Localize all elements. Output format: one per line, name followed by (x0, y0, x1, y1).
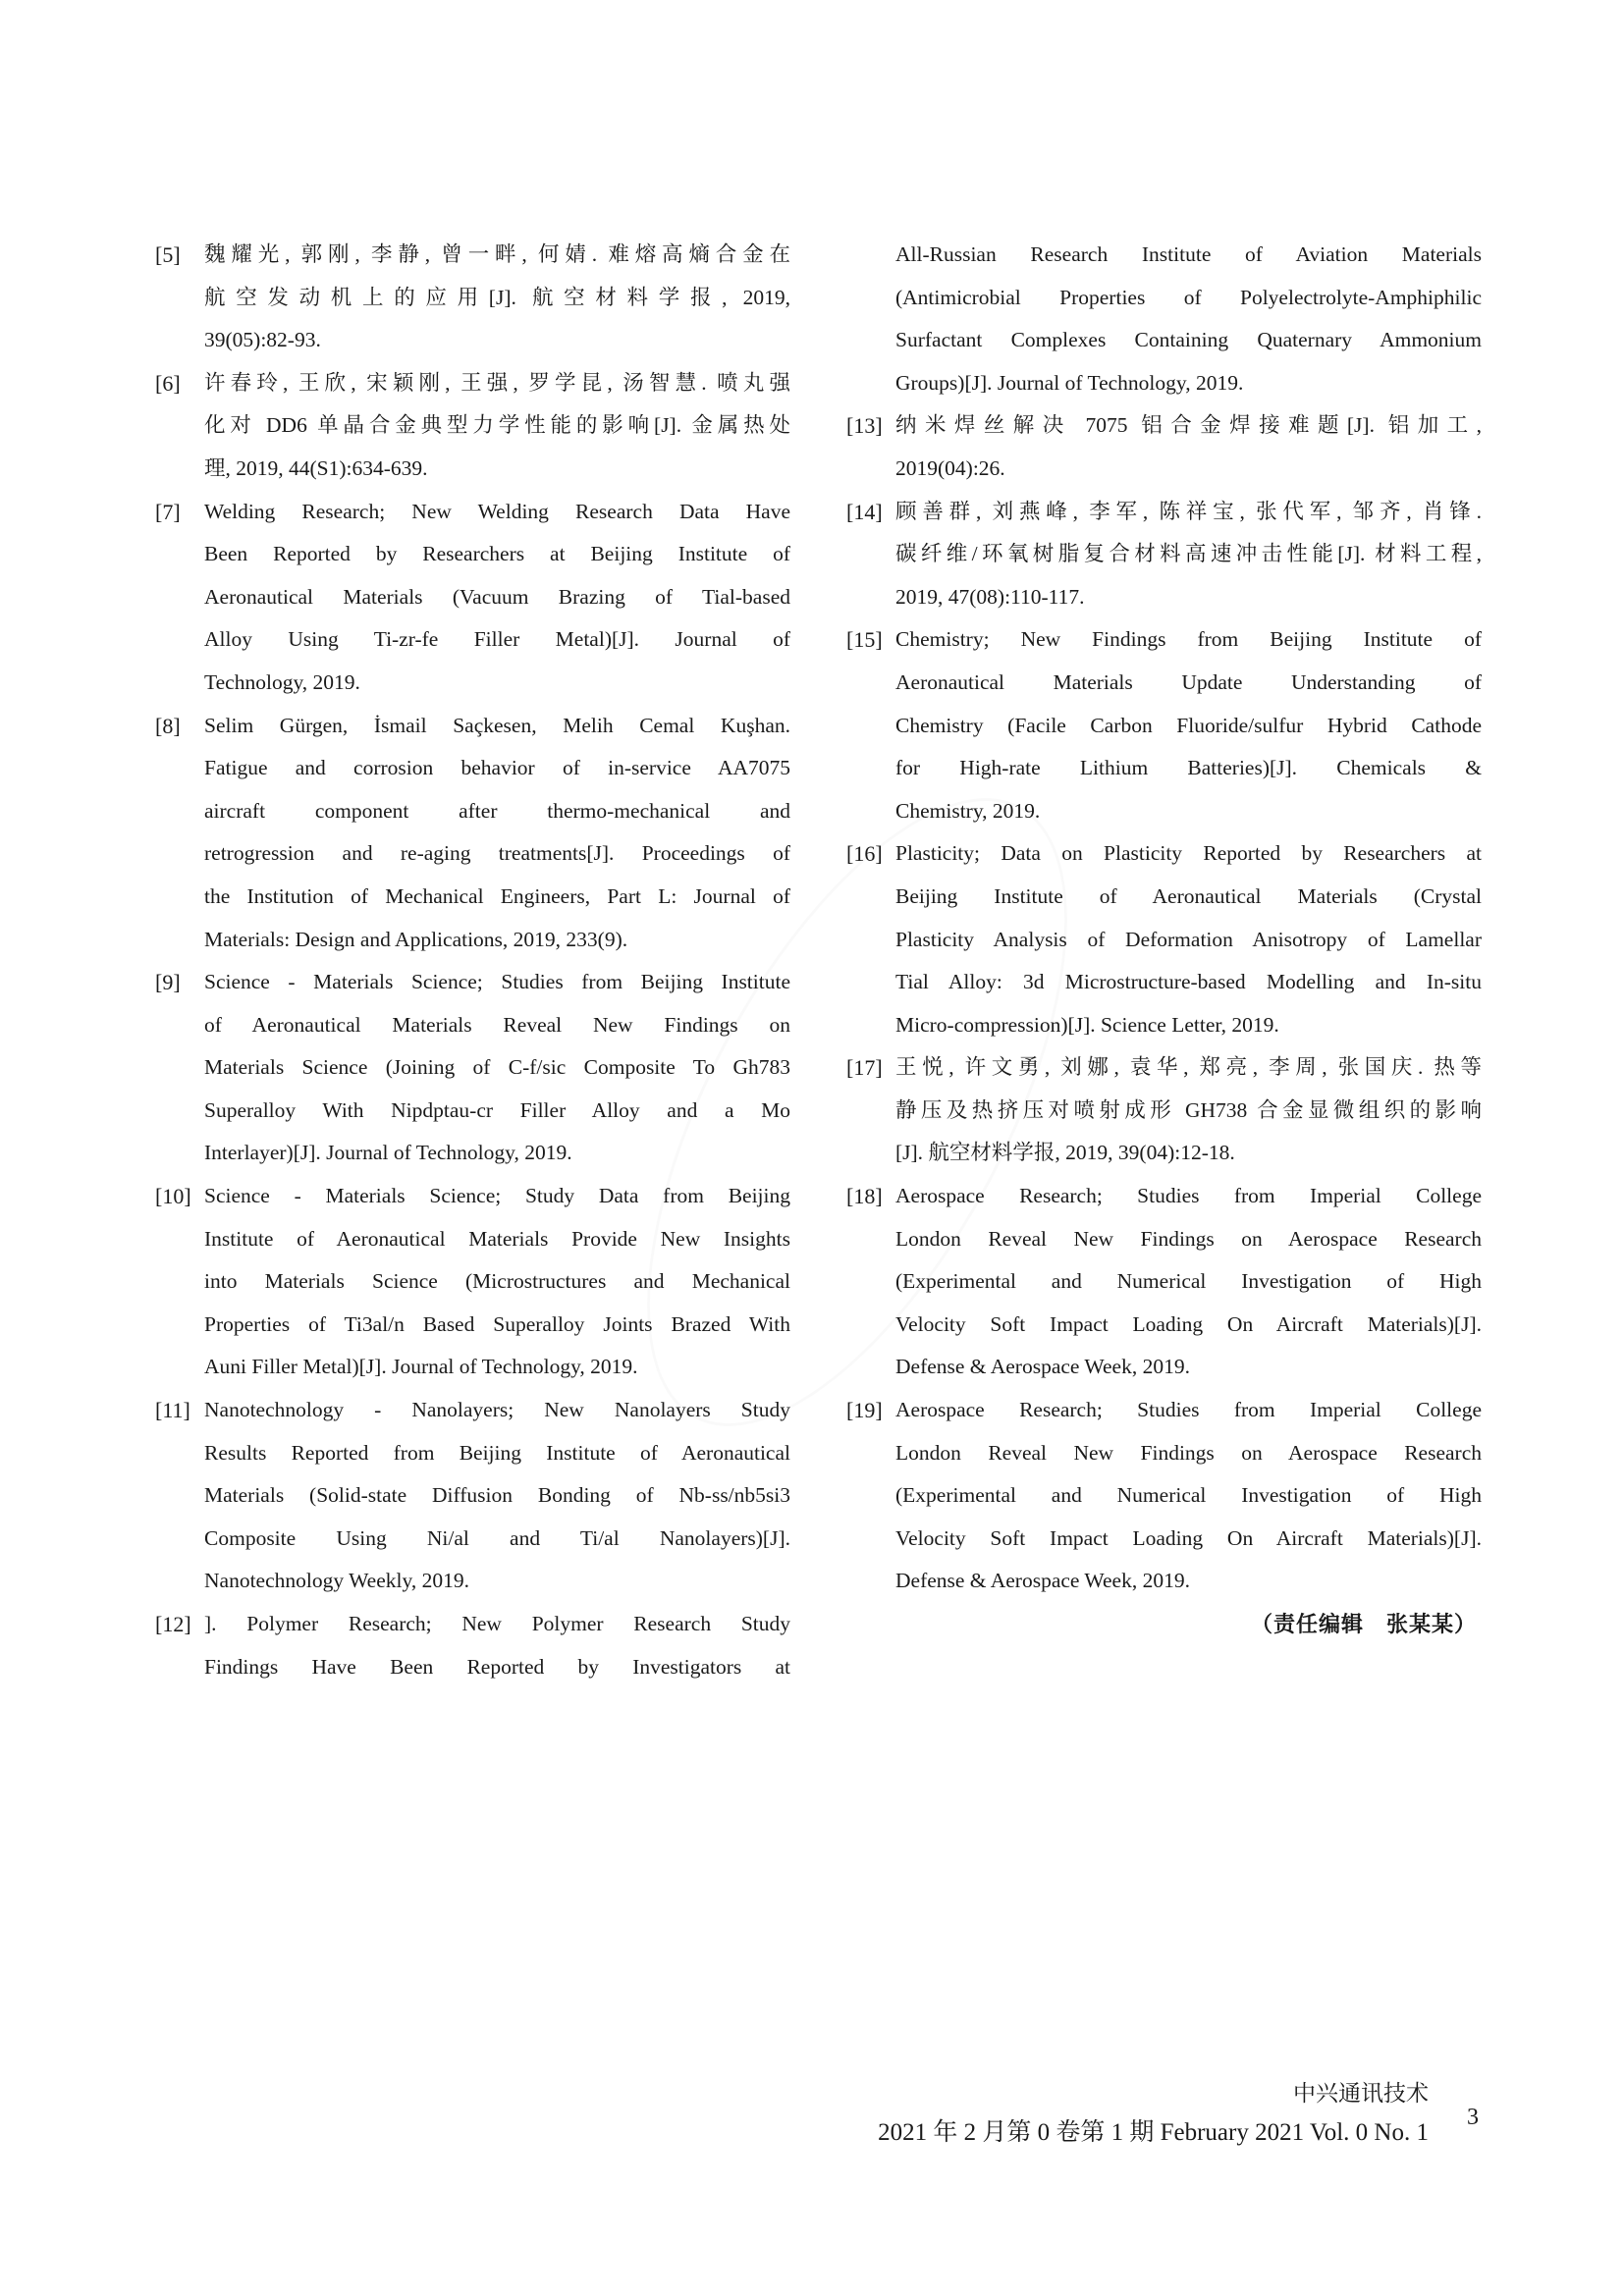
reference-entry (155, 705, 790, 962)
reference-line: Institute of Aeronautical Materials Provide New Insights (204, 1226, 790, 1251)
reference-line: Defense & Aerospace Week, 2019. (895, 1569, 1190, 1593)
reference-line: Materials Science (Joining of C-f/sic Composite To Gh783 (204, 1055, 790, 1080)
reference-line: Nanotechnology Weekly, 2019. (204, 1569, 469, 1593)
reference-entry (155, 362, 790, 491)
reference-line: Plasticity; Data on Plasticity Reported by Researchers at (895, 841, 1482, 866)
reference-line: Fatigue and corrosion behavior of in-service AA7075 (204, 756, 790, 780)
references-right-column (846, 234, 1482, 1603)
reference-number: [17] (846, 1055, 883, 1081)
reference-entry (155, 491, 790, 705)
reference-line: Chemistry (Facile Carbon Fluoride/sulfur Hybrid Cathode (895, 713, 1482, 737)
reference-number: [13] (846, 413, 883, 439)
reference-line: Materials: Design and Applications, 2019, 233(9). (204, 927, 628, 951)
reference-entry (846, 1389, 1482, 1603)
reference-entry (846, 1046, 1482, 1175)
reference-number: [7] (155, 499, 181, 524)
reference-line: Selim Gürgen, İsmail Saçkesen, Melih Cemal Kuşhan. (204, 713, 790, 737)
reference-line: Interlayer)[J]. Journal of Technology, 2019. (204, 1141, 572, 1165)
reference-line: Superalloy With Nipdptau-cr Filler Alloy and a Mo (204, 1097, 790, 1122)
reference-number: [15] (846, 627, 883, 653)
reference-entry (155, 1389, 790, 1603)
reference-line: Plasticity Analysis of Deformation Anisotropy of Lamellar (895, 927, 1482, 951)
page-number: 3 (1467, 2105, 1479, 2130)
reference-entry (155, 234, 790, 362)
reference-number: [5] (155, 242, 181, 267)
reference-line: Beijing Institute of Aeronautical Materials (Crystal (895, 883, 1482, 908)
reference-line: retrogression and re-aging treatments[J]. Proceedings of (204, 841, 790, 866)
reference-line: All-Russian Research Institute of Aviation Materials (895, 242, 1482, 266)
reference-line: Findings Have Been Reported by Investigators at (204, 1654, 790, 1679)
reference-number: [8] (155, 713, 181, 738)
reference-line: Been Reported by Researchers at Beijing Institute of (204, 542, 790, 566)
reference-line: 纳米焊丝解决 7075 铝合金焊接难题[J]. 铝加工, (895, 413, 1482, 438)
reference-entry (846, 1175, 1482, 1389)
reference-number: [9] (155, 970, 181, 995)
reference-line: Aeronautical Materials (Vacuum Brazing of Tial-based (204, 584, 790, 609)
reference-number: [16] (846, 841, 883, 867)
reference-line: Surfactant Complexes Containing Quaternary Ammonium (895, 328, 1482, 352)
responsible-editor: （责任编辑 张某某） (1250, 1613, 1477, 1637)
reference-line: Aeronautical Materials Update Understanding of (895, 669, 1482, 694)
reference-number: [11] (155, 1398, 190, 1423)
reference-line: Alloy Using Ti-zr-fe Filler Metal)[J]. Journal of (204, 627, 790, 652)
reference-line: 理, 2019, 44(S1):634-639. (204, 455, 428, 480)
reference-line: into Materials Science (Microstructures and Mechanical (204, 1269, 790, 1294)
reference-line: Science - Materials Science; Study Data from Beijing (204, 1184, 790, 1208)
reference-line: ]. Polymer Research; New Polymer Research Study (204, 1612, 790, 1635)
reference-line: Materials (Solid-state Diffusion Bonding of Nb-ss/nb5si3 (204, 1483, 790, 1508)
reference-entry (846, 234, 1482, 404)
reference-line: 39(05):82-93. (204, 328, 321, 352)
reference-entry (846, 404, 1482, 490)
footer-journal-name: 中兴通讯技术 (1293, 2081, 1429, 2106)
reference-number: [18] (846, 1184, 883, 1209)
reference-line: 静压及热挤压对喷射成形 GH738 合金显微组织的影响 (895, 1097, 1482, 1122)
reference-number: [10] (155, 1184, 191, 1209)
reference-line: aircraft component after thermo-mechanical and (204, 798, 790, 823)
reference-line: 2019, 47(08):110-117. (895, 584, 1085, 609)
reference-line: 2019(04):26. (895, 455, 1005, 480)
reference-line: Composite Using Ni/al and Ti/al Nanolayers)[J]. (204, 1525, 790, 1550)
reference-number: [14] (846, 499, 883, 524)
reference-line: Aerospace Research; Studies from Imperial College (895, 1398, 1482, 1422)
reference-line: Auni Filler Metal)[J]. Journal of Technology, 2019. (204, 1355, 638, 1379)
reference-entry (846, 618, 1482, 832)
footer-issue-info: 2021 年 2 月第 0 卷第 1 期 February 2021 Vol. 0 No. 1 (878, 2119, 1429, 2146)
reference-line: London Reveal New Findings on Aerospace Research (895, 1440, 1482, 1465)
reference-line: Groups)[J]. Journal of Technology, 2019. (895, 370, 1244, 395)
reference-entry (155, 1175, 790, 1389)
reference-line: for High-rate Lithium Batteries)[J]. Chemicals & (895, 756, 1482, 780)
reference-line: Results Reported from Beijing Institute of Aeronautical (204, 1440, 790, 1465)
reference-line: the Institution of Mechanical Engineers, Part L: Journal of (204, 883, 790, 908)
reference-line: (Experimental and Numerical Investigation of High (895, 1269, 1482, 1294)
reference-entry (846, 832, 1482, 1046)
reference-entry (155, 1603, 790, 1688)
reference-line: Velocity Soft Impact Loading On Aircraft Materials)[J]. (895, 1311, 1482, 1336)
reference-entry (155, 961, 790, 1175)
reference-line: London Reveal New Findings on Aerospace Research (895, 1226, 1482, 1251)
reference-line: Technology, 2019. (204, 669, 360, 694)
reference-line: 航空发动机上的应用[J]. 航空材料学报, 2019, (204, 285, 790, 309)
reference-line: 魏耀光, 郭刚, 李静, 曾一畔, 何婧. 难熔高熵合金在 (204, 242, 790, 266)
reference-line: (Antimicrobial Properties of Polyelectrolyte-Amphiphilic (895, 285, 1482, 309)
reference-line: 顾善群, 刘燕峰, 李军, 陈祥宝, 张代军, 邹齐, 肖锋. (895, 499, 1482, 523)
reference-line: Micro-compression)[J]. Science Letter, 2019. (895, 1012, 1279, 1037)
reference-line: 碳纤维/环氧树脂复合材料高速冲击性能[J]. 材料工程, (895, 542, 1482, 566)
reference-line: Chemistry, 2019. (895, 798, 1041, 823)
reference-line: Tial Alloy: 3d Microstructure-based Modelling and In-situ (895, 970, 1482, 994)
reference-line: of Aeronautical Materials Reveal New Findings on (204, 1012, 790, 1037)
reference-line: 许春玲, 王欣, 宋颖刚, 王强, 罗学昆, 汤智慧. 喷丸强 (204, 370, 790, 395)
reference-line: [J]. 航空材料学报, 2019, 39(04):12-18. (895, 1141, 1235, 1165)
reference-line: 化对 DD6 单晶合金典型力学性能的影响[J]. 金属热处 (204, 413, 790, 438)
reference-line: Aerospace Research; Studies from Imperial College (895, 1184, 1482, 1208)
reference-entry (846, 491, 1482, 619)
reference-number: [6] (155, 370, 181, 396)
references-left-column (155, 234, 790, 1688)
reference-line: Science - Materials Science; Studies from Beijing Institute (204, 970, 790, 994)
reference-line: Nanotechnology - Nanolayers; New Nanolayers Study (204, 1398, 790, 1422)
reference-number: [12] (155, 1612, 191, 1636)
reference-line: Velocity Soft Impact Loading On Aircraft Materials)[J]. (895, 1525, 1482, 1550)
reference-line: Welding Research; New Welding Research Data Have (204, 499, 790, 523)
reference-line: Defense & Aerospace Week, 2019. (895, 1355, 1190, 1379)
reference-line: 王悦, 许文勇, 刘娜, 袁华, 郑亮, 李周, 张国庆. 热等 (895, 1055, 1482, 1080)
reference-line: Chemistry; New Findings from Beijing Institute of (895, 627, 1482, 652)
reference-line: (Experimental and Numerical Investigation of High (895, 1483, 1482, 1508)
reference-number: [19] (846, 1398, 883, 1423)
reference-line: Properties of Ti3al/n Based Superalloy Joints Brazed With (204, 1311, 790, 1336)
